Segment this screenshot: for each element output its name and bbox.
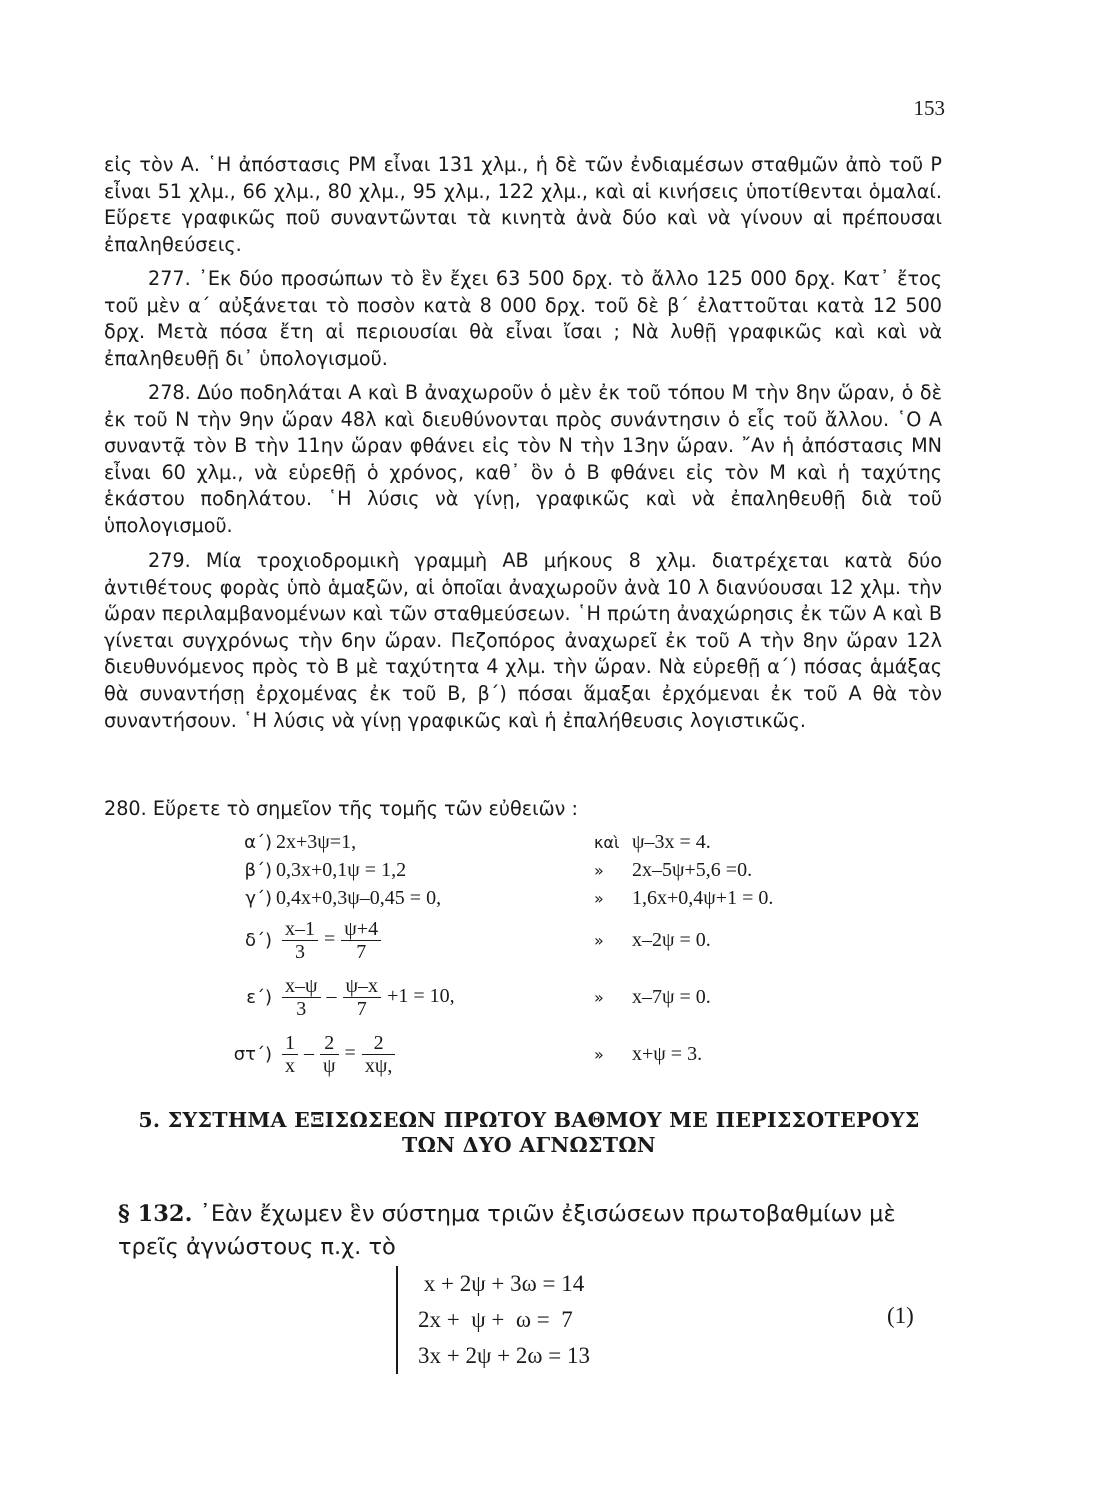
fraction: [362, 1032, 396, 1077]
equation-left: 2x+3ψ=1,: [276, 830, 357, 853]
equation-row: [216, 912, 773, 969]
equation-tail: +1 = 10,: [387, 985, 455, 1008]
problem-278-text: 278. Δύο ποδηλάται Α καὶ Β ἀναχωροῦν ὁ μὲν ἐκ τοῦ τόπου Μ τὴν 8ην ὥραν, ὁ δὲ ἐκ τοῦ Ν τὴν 9ην ὥραν 48λ καὶ διευθύνονται πρὸς συνάντησιν ὁ εἷς τοῦ ἄλλου. ῾Ο Α συναντᾷ τὸν Β τὴν 11ην ὥραν φθάνει εἰς τὸν Ν τὴν 13ην ὥραν. ῎Αν ἡ ἀπόστασις ΜΝ εἶναι 60 χλμ., νὰ εὑρεθῇ ὁ χρόνος, καθ᾽ ὃν ὁ Β φθάνει εἰς τὸν Μ καὶ ἡ ταχύτης ἑκάστου ποδηλάτου. ῾Η λύσις νὰ γίνῃ, γραφικῶς καὶ νὰ ἐπαληθευθῇ διὰ τοῦ ὑπολογισμοῦ.: [104, 381, 942, 537]
denominator: xψ,: [364, 1055, 393, 1077]
numerator: x–1: [282, 918, 318, 941]
fraction: [282, 1032, 298, 1077]
equation-row: [216, 969, 773, 1026]
fraction: [282, 975, 321, 1020]
equation-label: α΄): [244, 831, 272, 853]
denominator: x: [285, 1055, 295, 1077]
section-heading: [104, 1108, 954, 1158]
problem-279: [104, 548, 942, 734]
fraction: [343, 975, 382, 1020]
equation-left: [276, 912, 594, 969]
equation-right: x–7ψ = 0.: [632, 986, 711, 1008]
operator: –: [304, 1042, 314, 1065]
problem-279-text: 279. Μία τροχιοδρομικὴ γραμμὴ ΑΒ μήκους 8 χλμ. διατρέχεται κατὰ δύο ἀντιθέτους φορὰς ὑπὸ ἁμαξῶν, αἱ ὁποῖαι ἀναχωροῦν ἀνὰ 10 λ διανύουσαι 12 χλμ. τὴν ὥραν περιλαμβανομένων καὶ τῶν σταθμεύσεων. ῾Η πρώτη ἀναχώρησις ἐκ τῶν Α καὶ Β γίνεται συγχρόνως τὴν 6ην ὥραν. Πεζοπόρος ἀναχωρεῖ ἐκ τοῦ Α τὴν 8ην ὥραν 12λ διευθυνόμενος πρὸς τὸ Β μὲ ταχύτητα 4 χλμ. τὴν ὥραν. Νὰ εὑρεθῇ α΄) πόσας ἁμάξας θὰ συναντήσῃ ἐρχομένας ἐκ τοῦ Β, β΄) πόσαι ἅμαξαι ἐρχόμεναι ἐκ τοῦ Α θὰ τὸν συναντήσουν. ῾Η λύσις νὰ γίνῃ γραφικῶς καὶ ἡ ἐπαλήθευσις λογιστικῶς.: [104, 549, 942, 732]
equation-right: 1,6x+0,4ψ+1 = 0.: [632, 886, 774, 909]
paragraph-132-text: ᾽Εὰν ἔχωμεν ἓν σύστημα τριῶν ἐξισώσεων πρωτοβαθμίων μὲ τρεῖς ἀγνώστους π.χ. τὸ: [118, 1201, 896, 1260]
equation-separator: »: [594, 888, 604, 908]
fraction: [282, 918, 318, 963]
operator: =: [324, 928, 336, 951]
section-heading-line-2: ΤΩΝ ΔΥΟ ΑΓΝΩΣΤΩΝ: [402, 1133, 656, 1157]
equation-right: ψ–3x = 4.: [632, 830, 711, 853]
system-equation: 2x + ψ + ω = 7: [418, 1307, 573, 1332]
numerator: 2: [320, 1032, 339, 1055]
system-equation: 3x + 2ψ + 2ω = 13: [418, 1343, 590, 1368]
paragraph-132: [118, 1198, 944, 1264]
equation-left: [276, 969, 594, 1026]
section-heading-line-1: 5. ΣΥΣΤΗΜΑ ΕΞΙΣΩΣΕΩΝ ΠΡΩΤΟΥ ΒΑΘΜΟΥ ΜΕ ΠΕΡΙΣΣΟΤΕΡΟΥΣ: [138, 1108, 920, 1132]
equation-label: γ΄): [245, 887, 272, 909]
equation-separator: »: [594, 860, 604, 880]
numerator: x–ψ: [282, 975, 321, 998]
equation-number: (1): [887, 1303, 914, 1328]
equation-right: 2x–5ψ+5,6 =0.: [632, 858, 753, 881]
system-equation: x + 2ψ + 3ω = 14: [418, 1271, 585, 1296]
problem-277: [104, 266, 942, 372]
equation-right: x+ψ = 3.: [632, 1043, 703, 1065]
equation-list: [216, 828, 773, 1083]
equation-label: β΄): [244, 859, 272, 881]
numerator: 1: [282, 1032, 298, 1055]
equation-row: [216, 884, 773, 912]
operator: –: [326, 985, 337, 1008]
operator: =: [344, 1042, 356, 1065]
equation-separator: καὶ: [594, 832, 620, 852]
equation-right: x–2ψ = 0.: [632, 929, 711, 951]
equation-system: [396, 1266, 590, 1374]
equation-left: [276, 1026, 594, 1083]
denominator: ψ: [323, 1055, 336, 1077]
denominator: 7: [356, 998, 367, 1020]
numerator: ψ–x: [343, 975, 382, 998]
denominator: 3: [295, 941, 305, 963]
numerator: 2: [362, 1032, 396, 1055]
problem-277-text: 277. ᾽Εκ δύο προσώπων τὸ ἓν ἔχει 63 500 δρχ. τὸ ἄλλο 125 000 δρχ. Κατ᾽ ἔτος τοῦ μὲν α΄ αὐξάνεται τὸ ποσὸν κατὰ 8 000 δρχ. τοῦ δὲ β΄ ἐλαττοῦται κατὰ 12 500 δρχ. Μετὰ πόσα ἔτη αἱ περιουσίαι θὰ εἶναι ἴσαι ; Νὰ λυθῇ γραφικῶς καὶ καὶ νὰ ἐπαληθευθῇ δι᾽ ὑπολογισμοῦ.: [104, 267, 942, 370]
paragraph-continuation: [104, 152, 942, 258]
paragraph-276-end: εἰς τὸν Α. ῾Η ἀπόστασις ΡΜ εἶναι 131 χλμ., ἡ δὲ τῶν ἐνδιαμέσων σταθμῶν ἀπὸ τοῦ Ρ εἶναι 51 χλμ., 66 χλμ., 80 χλμ., 95 χλμ., 122 χλμ., καὶ αἱ κινήσεις ὑποτίθενται ὁμαλαί. Εὕρετε γραφικῶς ποῦ συναντῶνται τὰ κινητὰ ἀνὰ δύο καὶ νὰ γίνουν αἱ πρέπουσαι ἐπαληθεύσεις.: [104, 153, 942, 256]
problem-278: [104, 380, 942, 540]
equation-label: στ΄): [233, 1044, 272, 1065]
equation-row: [216, 828, 773, 856]
equation-left: 0,4x+0,3ψ–0,45 = 0,: [276, 886, 442, 909]
fraction: [320, 1032, 339, 1077]
problem-280-intro: 280. Εὕρετε τὸ σημεῖον τῆς τομῆς τῶν εὐθειῶν :: [104, 797, 578, 820]
equation-separator: »: [594, 988, 604, 1007]
denominator: 7: [356, 941, 367, 963]
fraction: [341, 918, 381, 963]
equation-separator: »: [594, 931, 604, 950]
equation-row: [216, 856, 773, 884]
equation-label: ε΄): [246, 987, 272, 1008]
equation-label: δ΄): [244, 930, 272, 951]
equation-row: [216, 1026, 773, 1083]
denominator: 3: [296, 998, 307, 1020]
section-sign: § 132.: [118, 1201, 193, 1227]
equation-left: 0,3x+0,1ψ = 1,2: [276, 858, 407, 881]
equation-separator: »: [594, 1045, 604, 1064]
numerator: ψ+4: [341, 918, 381, 941]
page-number: 153: [913, 96, 945, 120]
